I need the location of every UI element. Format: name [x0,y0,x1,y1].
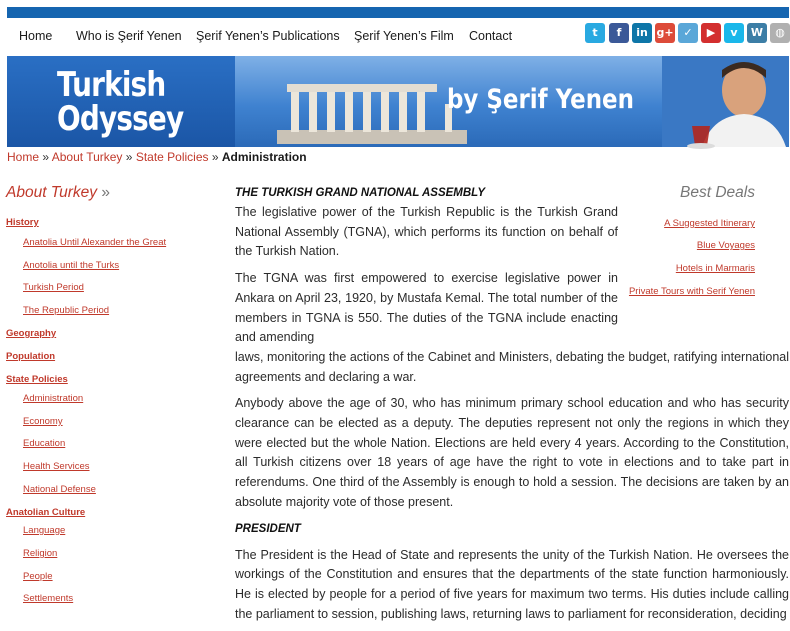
deal-suggested-itinerary[interactable]: A Suggested Itinerary [664,218,755,229]
deal-hotels-marmaris[interactable]: Hotels in Marmaris [675,263,755,274]
google-plus-icon[interactable]: g+ [655,23,675,43]
header-banner [7,56,789,147]
sidebar-heading[interactable] [6,184,206,202]
sidebar-item-geography[interactable]: Geography [6,328,57,339]
temple-ruins-image [277,74,467,144]
breadcrumb-about-turkey[interactable]: About Turkey [51,150,123,164]
breadcrumb-separator: » [125,150,133,164]
sidebar-item-state-policies[interactable]: State Policies [6,374,68,385]
breadcrumb-home[interactable]: Home [7,150,40,164]
sidebar-item-population[interactable]: Population [6,351,56,362]
sidebar-heading-label: About Turkey [6,184,98,201]
paragraph-president: The President is the Head of State and represents the unity of the Turkish Nation. He oversees the workings of the Constitution and ensures that the departments of the state function harmoniously. He is elected by people for a period of five years for maximum two terms. His duties include calling the parliament to session, publishing laws, returning laws to parliament for reconsideration, deciding [235,547,789,621]
breadcrumb [7,150,307,164]
sidebar-item-religion[interactable]: Religion [23,548,58,559]
nav-who-is[interactable]: Who is Şerif Yenen [76,29,182,43]
sidebar-item-people[interactable]: People [23,571,53,582]
sidebar-item-education[interactable]: Education [23,438,66,449]
vimeo-icon[interactable]: v [724,23,744,43]
author-photo [662,56,789,147]
facebook-icon[interactable]: f [609,23,629,43]
nav-film[interactable]: Şerif Yenen’s Film [354,29,454,43]
breadcrumb-current: Administration [221,150,307,164]
wordpress-icon[interactable]: W [747,23,767,43]
logo-line-2: Odyssey [57,99,184,139]
youtube-icon[interactable]: ▶ [701,23,721,43]
linkedin-icon[interactable]: in [632,23,652,43]
article-content [235,184,789,631]
paragraph-legislative-power: The legislative power of the Turkish Republic is the Turkish Grand National Assembly (TGNA), which performs its function on behalf of the Turkish Nation. [235,205,618,259]
paragraph-deputies: Anybody above the age of 30, who has minimum primary school education and who has security clearance can be elected as a deputy. The deputies represent not only the regions in which they were elected but the whole Nation. Elections are held every 4 years. According to the Constitution, all Turkish citizens over 18 years of age have the right to vote in elections and to take part in referendums. One third of the Assembly is enough to hold a session. The decisions are taken by an absolute majority vote of those present. [235,396,789,509]
breadcrumb-state-policies[interactable]: State Policies [135,150,209,164]
breadcrumb-separator: » [42,150,50,164]
best-deals-heading: Best Deals [680,184,755,201]
deal-private-tours[interactable]: Private Tours with Serif Yenen [628,286,755,297]
sidebar-item-republic-period[interactable]: The Republic Period [23,305,110,316]
paragraph-tgna-duties: laws, monitoring the actions of the Cabinet and Ministers, debating the budget, ratifying international agreements and declaring a war. [235,349,789,384]
logo-line-1: Turkish [57,65,166,105]
sidebar-item-anatolia-alexander[interactable]: Anatolia Until Alexander the Great [23,237,167,248]
banner-logo-panel[interactable] [7,56,235,147]
sidebar-about-turkey [6,184,206,604]
sidebar-item-history[interactable]: History [6,217,39,228]
sidebar-item-anotolia-turks[interactable]: Anotolia until the Turks [23,260,120,271]
section-heading-tgna: THE TURKISH GRAND NATIONAL ASSEMBLY [235,187,486,199]
sidebar-item-settlements[interactable]: Settlements [23,593,74,604]
paragraph-tgna-history: The TGNA was first empowered to exercise legislative power in Ankara on April 23, 1920, by Mustafa Kemal. The total number of the members in TGNA is 550. The duties of the TGNA include enacting and amending [235,271,618,345]
site-logo[interactable] [57,65,184,139]
twitter-icon[interactable]: t [585,23,605,43]
sidebar-item-turkish-period[interactable]: Turkish Period [23,282,84,293]
sidebar-item-administration[interactable]: Administration [23,393,84,404]
globe-icon[interactable]: ◍ [770,23,790,43]
foursquare-icon[interactable]: ✓ [678,23,698,43]
nav-contact[interactable]: Contact [469,29,513,43]
sidebar-heading-arrow: » [101,184,110,201]
banner-byline: by Şerif Yenen [447,84,634,115]
sidebar-item-economy[interactable]: Economy [23,416,63,427]
sidebar-item-health-services[interactable]: Health Services [23,461,90,472]
top-accent-bar [7,7,789,18]
sidebar-item-language[interactable]: Language [23,525,66,536]
sidebar-item-anatolian-culture[interactable]: Anatolian Culture [6,507,86,518]
nav-home[interactable]: Home [19,29,53,43]
deal-blue-voyages[interactable]: Blue Voyages [696,240,755,251]
breadcrumb-separator: » [211,150,219,164]
section-heading-president: PRESIDENT [235,522,301,535]
nav-publications[interactable]: Şerif Yenen’s Publications [196,29,340,43]
sidebar-item-national-defense[interactable]: National Defense [23,484,96,495]
